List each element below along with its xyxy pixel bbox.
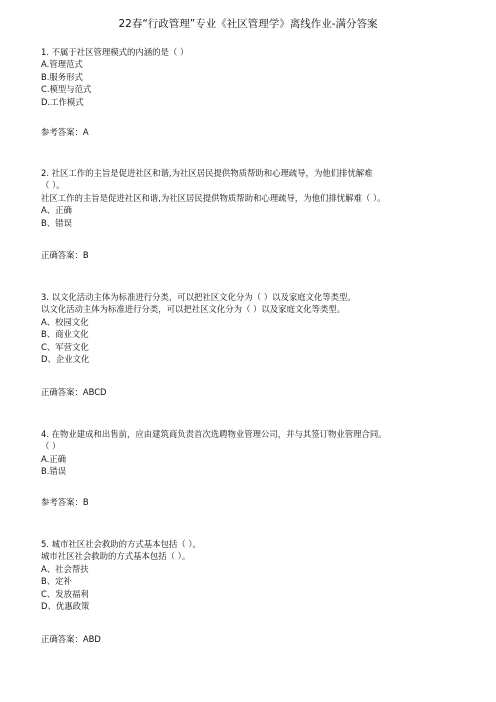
question-1-option-a: A.管理范式 bbox=[41, 59, 83, 70]
question-4-answer: 参考答案：B bbox=[41, 497, 89, 507]
question-5-answer: 正确答案：ABD bbox=[41, 634, 101, 644]
question-2-restated: 社区工作的主旨是促进社区和谐,为社区居民提供物质帮助和心理疏导，为他们排忧解难（ ）。 bbox=[41, 192, 386, 203]
question-5-option-a: A、社会帮扶 bbox=[41, 563, 89, 574]
question-3-answer: 正确答案：ABCD bbox=[41, 387, 107, 397]
question-4-text: 4. 在物业建成和出售前，应由建筑商负责首次选聘物业管理公司，并与其签订物业管理合同。 bbox=[41, 429, 387, 439]
question-2-answer: 正确答案：B bbox=[41, 250, 89, 260]
question-1-option-c: C.模型与范式 bbox=[41, 84, 92, 95]
question-3-restated: 以文化活动主体为标准进行分类，可以把社区文化分为（ ）以及家庭文化等类型。 bbox=[41, 304, 346, 315]
question-2-text: 2. 社区工作的主旨是促进社区和谐,为社区居民提供物质帮助和心理疏导，为他们排忧解难 bbox=[41, 168, 373, 178]
question-5-restated: 城市社区社会救助的方式基本包括（ ）。 bbox=[41, 551, 191, 562]
document-title: 22春“行政管理”专业《社区管理学》离线作业-满分答案 bbox=[118, 18, 378, 30]
question-3-option-c: C、军营文化 bbox=[41, 341, 89, 352]
question-1-text: 1. 不属于社区管理模式的内涵的是（ ） bbox=[41, 47, 189, 57]
question-5-text: 5. 城市社区社会救助的方式基本包括（ ）。 bbox=[41, 539, 201, 549]
question-1-option-b: B.服务形式 bbox=[41, 71, 83, 82]
question-3 bbox=[41, 291, 471, 365]
question-5 bbox=[41, 538, 471, 612]
question-4-option-a: A.正确 bbox=[41, 453, 66, 464]
question-2 bbox=[41, 167, 471, 229]
question-5-option-d: D、优惠政策 bbox=[41, 601, 90, 612]
question-3-option-a: A、校园文化 bbox=[41, 316, 89, 327]
question-3-text: 3. 以文化活动主体为标准进行分类，可以把社区文化分为（ ）以及家庭文化等类型。 bbox=[41, 292, 356, 302]
question-4-option-b: B.错误 bbox=[41, 466, 67, 477]
question-2-option-a: A、正确 bbox=[41, 205, 72, 216]
question-2-text-cont: （ ）。 bbox=[41, 180, 65, 191]
question-1 bbox=[41, 46, 471, 108]
question-1-answer: 参考答案：A bbox=[41, 127, 89, 137]
question-1-option-d: D.工作模式 bbox=[41, 96, 84, 107]
question-3-option-b: B、商业文化 bbox=[41, 329, 89, 340]
question-4 bbox=[41, 428, 471, 478]
question-3-option-d: D、企业文化 bbox=[41, 354, 90, 365]
question-5-option-b: B、定补 bbox=[41, 576, 72, 587]
question-5-option-c: C、发放福利 bbox=[41, 588, 89, 599]
question-2-option-b: B、错误 bbox=[41, 217, 72, 228]
question-4-text-cont: （ ） bbox=[41, 441, 61, 452]
